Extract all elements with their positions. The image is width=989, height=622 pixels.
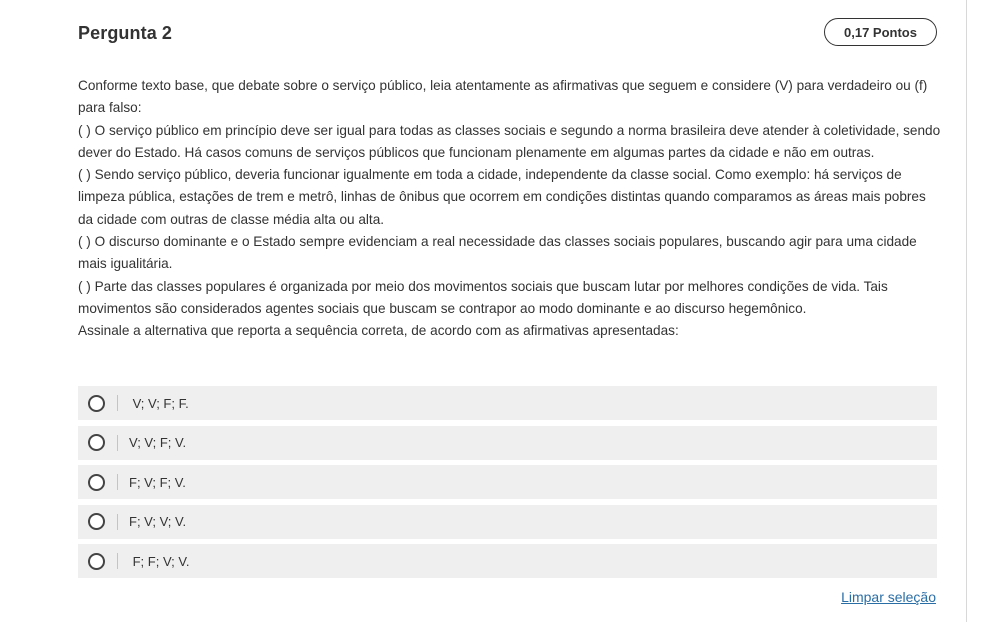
question-statement-2: ( ) Sendo serviço público, deveria funcionar igualmente em toda a cidade, independente da classe social. Como exemplo: há serviços de limpeza pública, estações de trem e metrô, linhas de ônibus que ocorrem em condições distintas quando comparamos as áreas mais pobres da cidade com outras de classe média alta ou alta. bbox=[78, 167, 926, 227]
option-divider bbox=[117, 474, 118, 490]
answer-option-3[interactable] bbox=[78, 465, 937, 499]
question-statement-4: ( ) Parte das classes populares é organizada por meio dos movimentos sociais que buscam lutar por melhores condições de vida. Tais movimentos são considerados agentes sociais que buscam se contrapor ao modo dominante e ao discurso hegemônico. bbox=[78, 278, 888, 316]
radio-button-icon[interactable] bbox=[88, 434, 105, 451]
answer-option-label: F; V; V; V. bbox=[129, 514, 187, 529]
option-divider bbox=[117, 395, 118, 411]
answer-options bbox=[78, 386, 937, 584]
radio-button-icon[interactable] bbox=[88, 553, 105, 570]
question-instruction: Assinale a alternativa que reporta a sequência correta, de acordo com as afirmativas apresentadas: bbox=[78, 323, 679, 339]
radio-button-icon[interactable] bbox=[88, 395, 105, 412]
clear-selection-link[interactable]: Limpar seleção bbox=[841, 589, 936, 605]
answer-option-2[interactable] bbox=[78, 426, 937, 460]
option-divider bbox=[117, 514, 118, 530]
answer-option-label: V; V; F; V. bbox=[129, 435, 187, 450]
question-statement-3: ( ) O discurso dominante e o Estado sempre evidenciam a real necessidade das classes sociais populares, buscando agir para uma cidade mais igualitária. bbox=[78, 234, 917, 272]
question-statement-1: ( ) O serviço público em princípio deve ser igual para todas as classes sociais e segundo a norma brasileira deve atender à coletividade, sendo dever do Estado. Há casos comuns de serviços públicos que funcionam plenamente em algumas partes da cidade e não em outras. bbox=[78, 122, 941, 160]
answer-option-label: F; F; V; V. bbox=[129, 553, 190, 569]
answer-option-label: F; V; F; V. bbox=[129, 474, 186, 490]
option-divider bbox=[117, 435, 118, 451]
answer-option-1[interactable] bbox=[78, 386, 937, 420]
radio-button-icon[interactable] bbox=[88, 513, 105, 530]
question-title: Pergunta 2 bbox=[78, 23, 173, 43]
question-text bbox=[78, 75, 944, 343]
option-divider bbox=[117, 553, 118, 569]
answer-option-5[interactable] bbox=[78, 544, 937, 578]
radio-button-icon[interactable] bbox=[88, 474, 105, 491]
answer-option-label: V; V; F; F. bbox=[129, 395, 189, 411]
question-header bbox=[78, 18, 937, 48]
question-paragraph-intro: Conforme texto base, que debate sobre o serviço público, leia atentamente as afirmativas que seguem e considere (V) para verdadeiro ou (f) para falso: bbox=[78, 78, 928, 116]
answer-option-4[interactable] bbox=[78, 505, 937, 539]
points-badge: 0,17 Pontos bbox=[824, 18, 937, 46]
